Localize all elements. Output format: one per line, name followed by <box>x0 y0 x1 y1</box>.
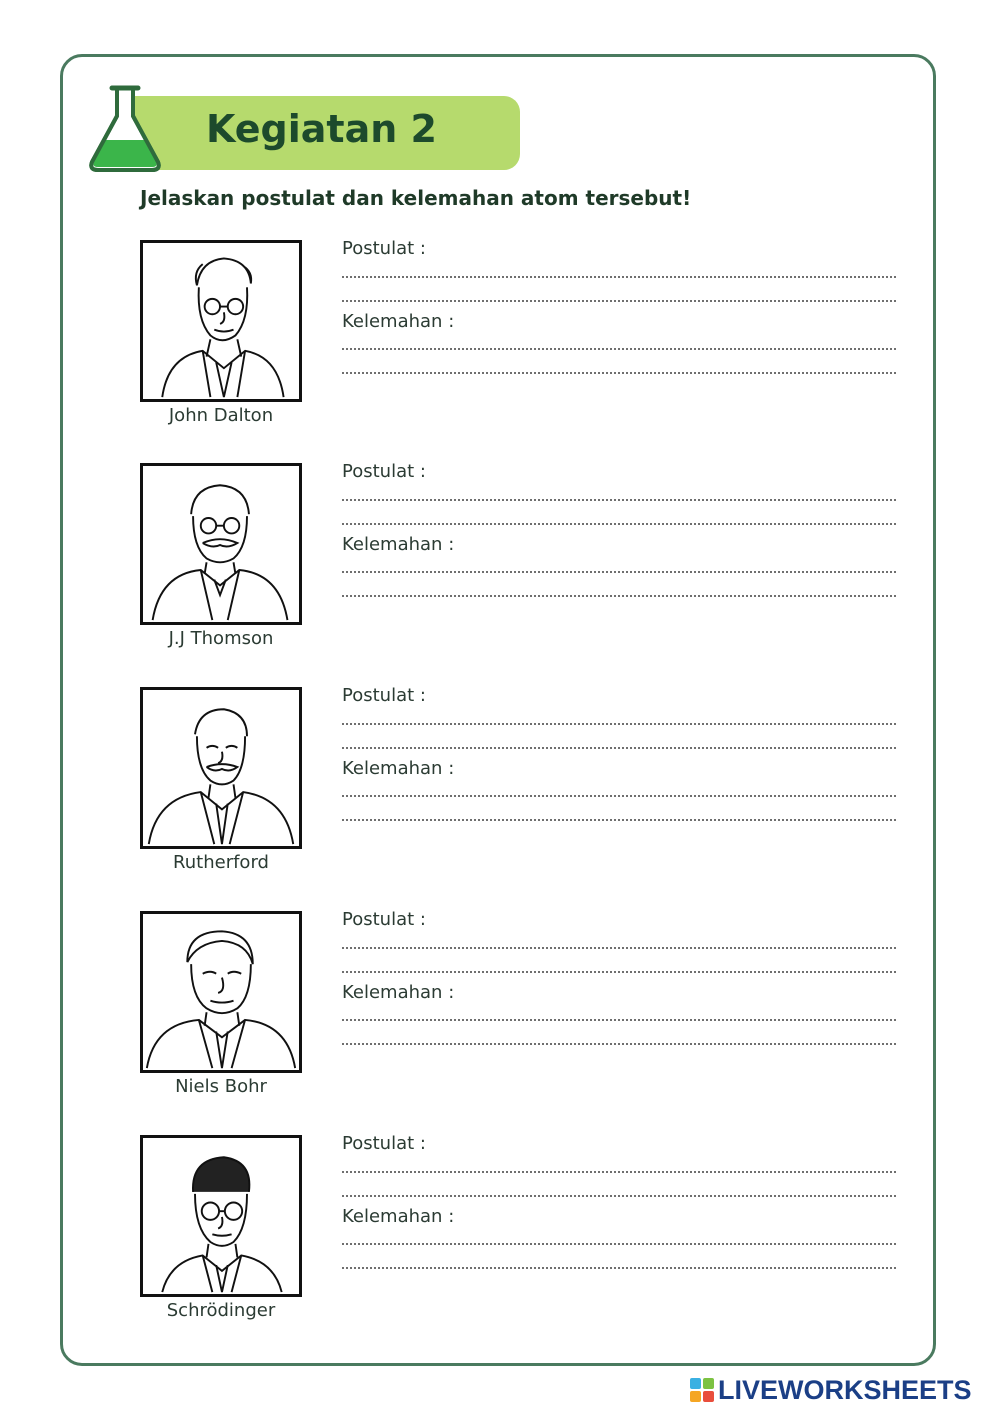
answer-line[interactable] <box>342 571 896 573</box>
answer-line[interactable] <box>342 1243 896 1245</box>
postulat-label: Postulat : <box>342 909 426 930</box>
liveworksheets-brand: LIVEWORKSHEETS <box>718 1375 972 1405</box>
answer-line[interactable] <box>342 300 896 302</box>
answer-line[interactable] <box>342 747 896 749</box>
page-title: Kegiatan 2 <box>206 107 437 151</box>
kelemahan-label: Kelemahan : <box>342 534 455 555</box>
answer-line[interactable] <box>342 723 896 725</box>
answer-line[interactable] <box>342 1195 896 1197</box>
scientist-entry-thomson <box>140 463 900 663</box>
scientist-name: Niels Bohr <box>175 1076 267 1097</box>
answer-line[interactable] <box>342 1171 896 1173</box>
scientist-entry-schrodinger <box>140 1135 900 1335</box>
portrait-rutherford <box>140 687 302 849</box>
answer-line[interactable] <box>342 595 896 597</box>
scientist-entry-rutherford <box>140 687 900 887</box>
flask-icon <box>86 82 164 174</box>
scientist-name: Schrödinger <box>166 1300 276 1321</box>
scientist-name: John Dalton <box>168 405 274 426</box>
liveworksheets-logo[interactable] <box>690 1374 972 1406</box>
answer-line[interactable] <box>342 348 896 350</box>
answer-line[interactable] <box>342 1043 896 1045</box>
postulat-label: Postulat : <box>342 1133 426 1154</box>
postulat-label: Postulat : <box>342 461 426 482</box>
answer-line[interactable] <box>342 819 896 821</box>
portrait-drawing <box>143 466 299 622</box>
portrait-drawing <box>143 914 299 1070</box>
portrait-drawing <box>143 690 299 846</box>
answer-line[interactable] <box>342 795 896 797</box>
scientist-name: J.J Thomson <box>168 628 274 649</box>
portrait-schrodinger <box>140 1135 302 1297</box>
portrait-drawing <box>143 1138 299 1294</box>
portrait-jj-thomson <box>140 463 302 625</box>
kelemahan-label: Kelemahan : <box>342 982 455 1003</box>
scientist-name: Rutherford <box>173 852 269 873</box>
instruction-text: Jelaskan postulat dan kelemahan atom tersebut! <box>140 186 692 210</box>
answer-line[interactable] <box>342 971 896 973</box>
postulat-label: Postulat : <box>342 238 426 259</box>
portrait-niels-bohr <box>140 911 302 1073</box>
answer-line[interactable] <box>342 499 896 501</box>
answer-line[interactable] <box>342 523 896 525</box>
portrait-john-dalton <box>140 240 302 402</box>
scientist-entry-bohr <box>140 911 900 1111</box>
postulat-label: Postulat : <box>342 685 426 706</box>
kelemahan-label: Kelemahan : <box>342 758 455 779</box>
answer-line[interactable] <box>342 276 896 278</box>
answer-line[interactable] <box>342 372 896 374</box>
answer-line[interactable] <box>342 1267 896 1269</box>
answer-line[interactable] <box>342 1019 896 1021</box>
answer-line[interactable] <box>342 947 896 949</box>
scientist-entry-dalton <box>140 240 900 440</box>
kelemahan-label: Kelemahan : <box>342 311 455 332</box>
portrait-drawing <box>143 243 299 399</box>
liveworksheets-logo-icon <box>690 1378 714 1402</box>
kelemahan-label: Kelemahan : <box>342 1206 455 1227</box>
